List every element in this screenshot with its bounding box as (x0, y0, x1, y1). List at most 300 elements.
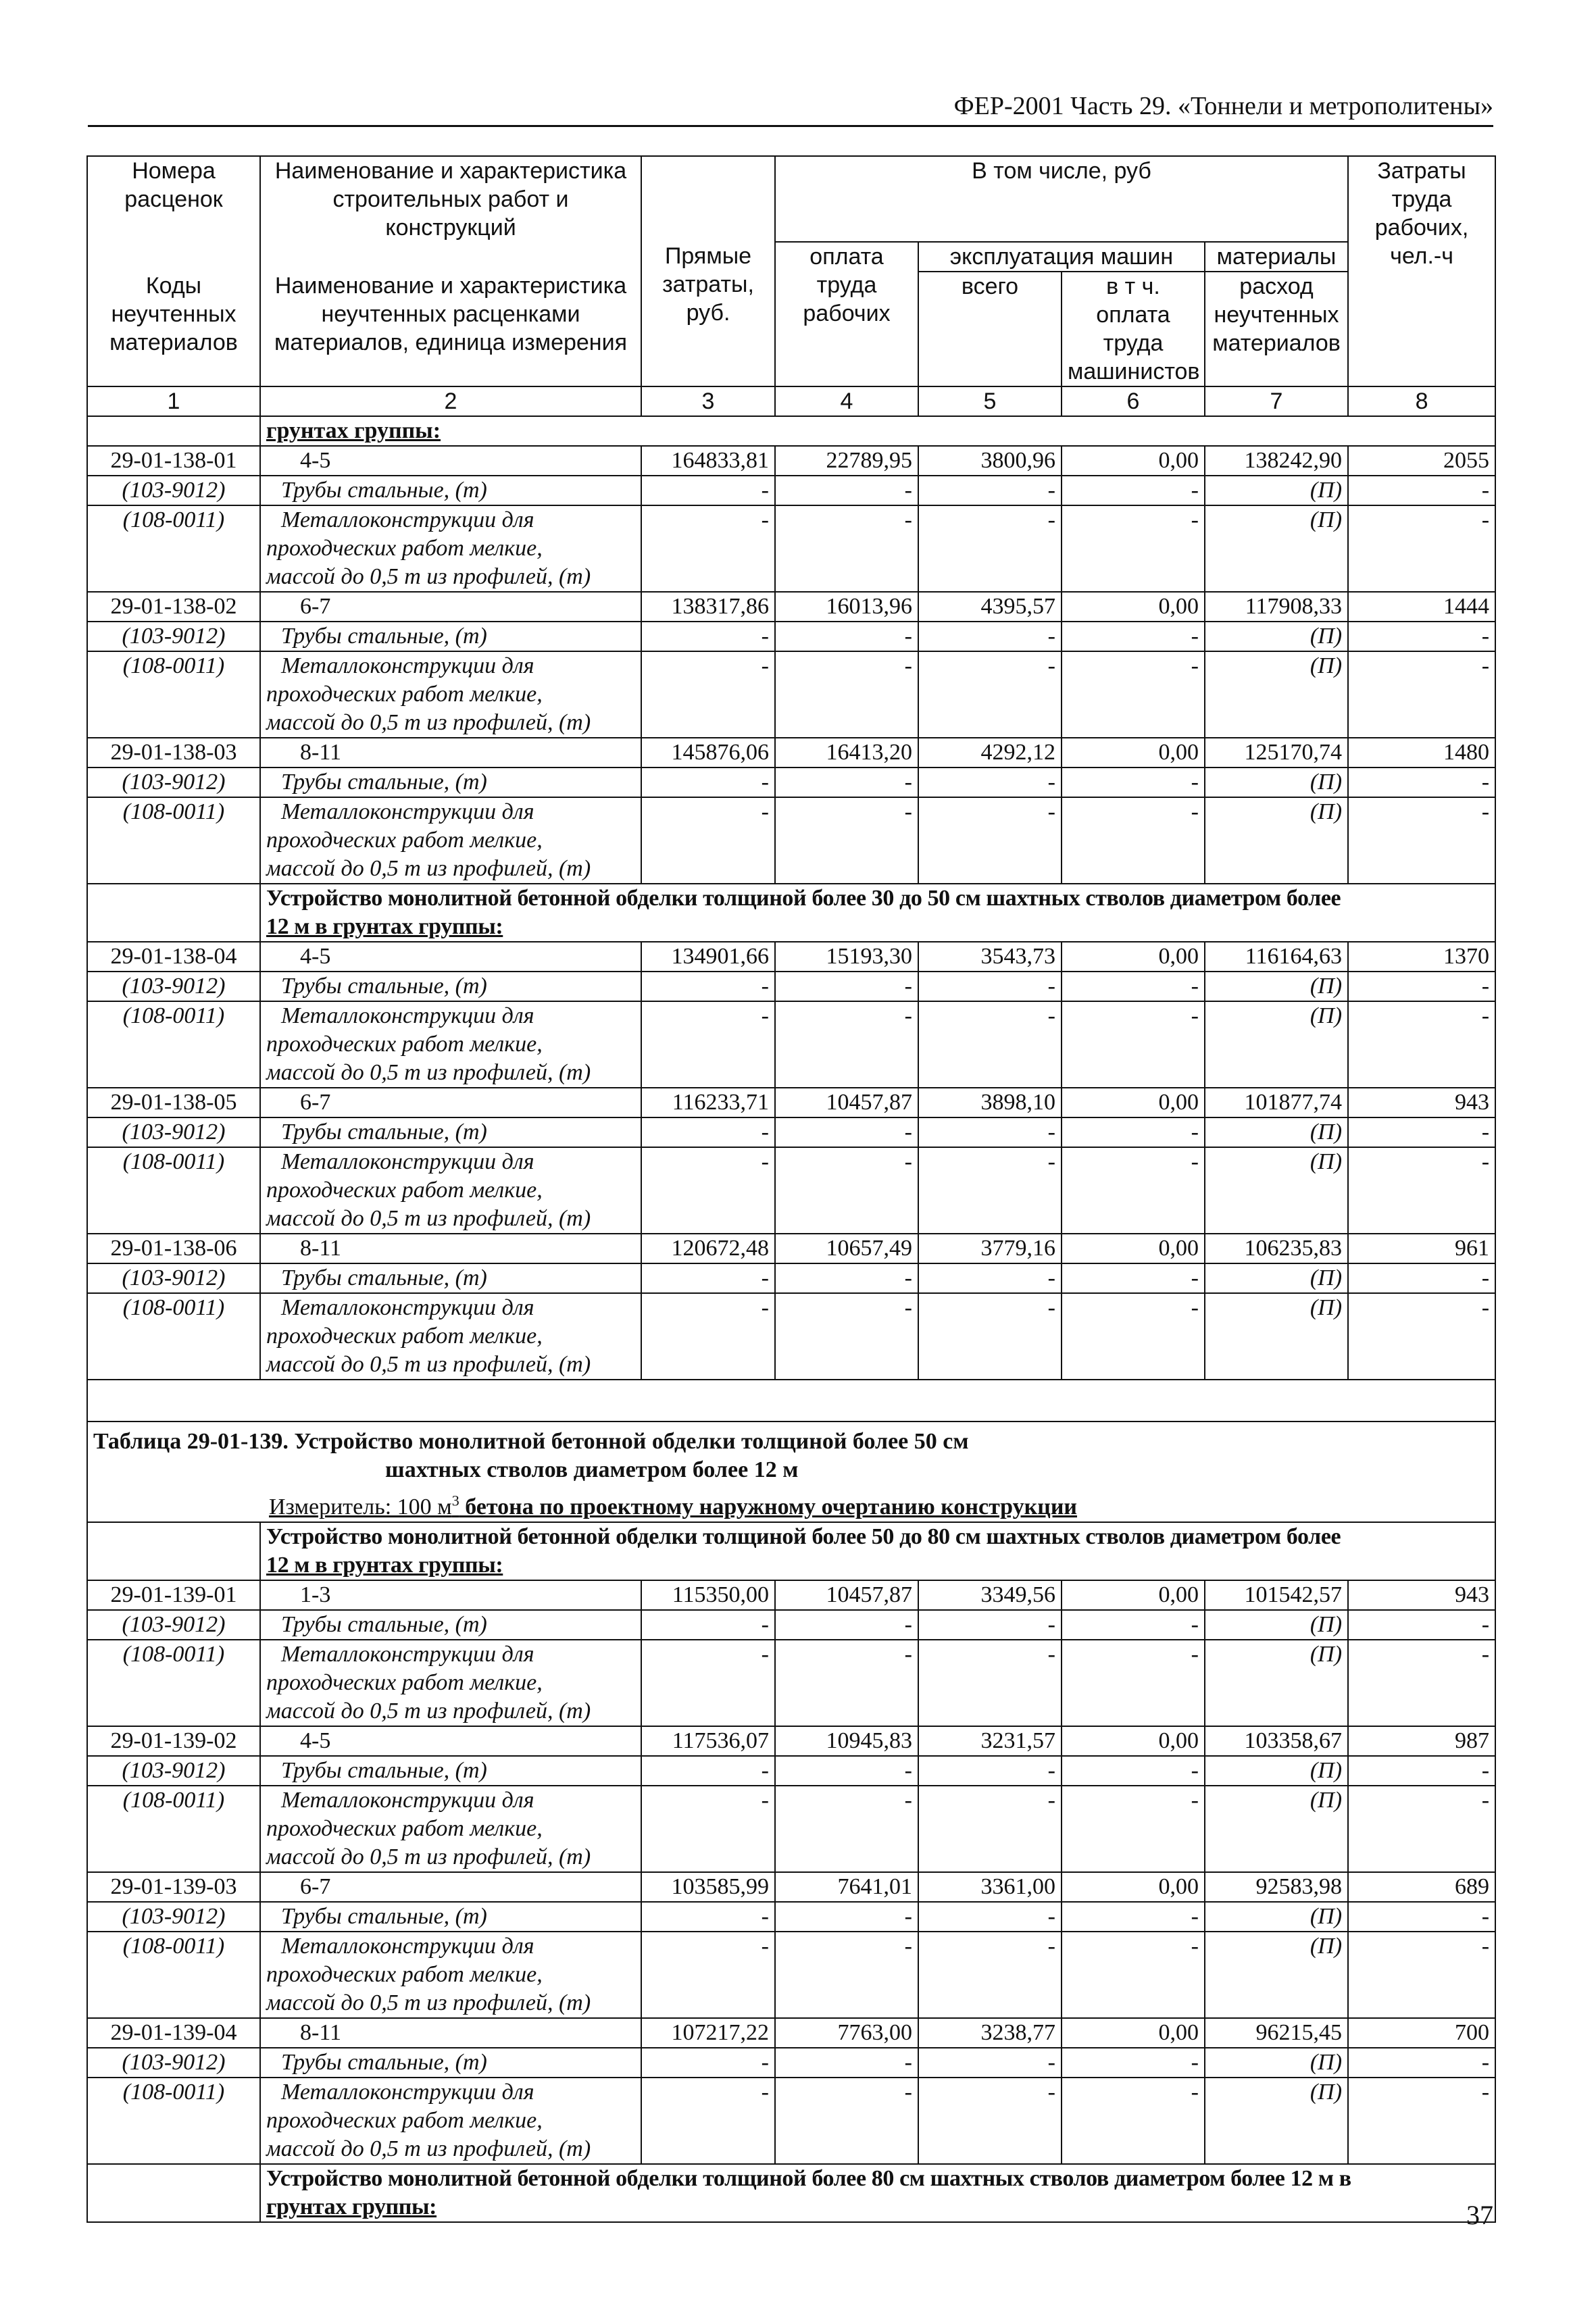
rate-code: 29-01-138-01 (87, 446, 260, 476)
material-name: Трубы стальные, (т) (260, 1902, 641, 1932)
material-name-line: массой до 0,5 т из профилей, (т) (266, 856, 591, 881)
worker-wage: 7763,00 (775, 2018, 918, 2048)
materials-cost: 116164,63 (1205, 942, 1348, 972)
direct-cost: - (641, 1263, 775, 1293)
worker-wage: - (775, 505, 918, 592)
machine-cost: - (918, 622, 1062, 651)
price-table (86, 155, 1496, 2223)
material-row (87, 622, 1495, 651)
materials-cost: (П) (1205, 768, 1348, 797)
machine-cost: 3238,77 (918, 2018, 1062, 2048)
material-code: (108-0011) (87, 651, 260, 738)
worker-wage: - (775, 1001, 918, 1088)
worker-wage: - (775, 797, 918, 884)
worker-wage: 10945,83 (775, 1726, 918, 1756)
machinist-wage: 0,00 (1062, 446, 1205, 476)
page-header: ФЕР-2001 Часть 29. «Тоннели и метрополитены» (88, 91, 1493, 127)
direct-cost: - (641, 505, 775, 592)
material-name (260, 2078, 641, 2164)
labor-cost: - (1348, 1756, 1495, 1786)
rate-row (87, 1726, 1495, 1756)
rate-row (87, 592, 1495, 622)
machinist-wage: 0,00 (1062, 1726, 1205, 1756)
material-row (87, 1117, 1495, 1147)
rate-code: 29-01-139-03 (87, 1872, 260, 1902)
labor-cost: - (1348, 2048, 1495, 2078)
labor-cost: - (1348, 651, 1495, 738)
worker-wage: - (775, 1756, 918, 1786)
material-name-line: проходческих работ мелкие, (266, 1816, 543, 1842)
rate-group: 4-5 (260, 1726, 641, 1756)
worker-wage: - (775, 476, 918, 505)
material-row (87, 2048, 1495, 2078)
labor-cost: - (1348, 768, 1495, 797)
worker-wage: - (775, 2078, 918, 2164)
materials-cost: 92583,98 (1205, 1872, 1348, 1902)
machine-cost: 3231,57 (918, 1726, 1062, 1756)
material-code: (103-9012) (87, 1756, 260, 1786)
material-name: Трубы стальные, (т) (260, 1117, 641, 1147)
hdr-group: В том числе, руб (775, 156, 1348, 242)
materials-cost: (П) (1205, 1640, 1348, 1726)
machinist-wage: 0,00 (1062, 592, 1205, 622)
material-code: (103-9012) (87, 476, 260, 505)
material-code: (108-0011) (87, 1293, 260, 1380)
col-num: 1 (87, 386, 260, 416)
material-name-line: массой до 0,5 т из профилей, (т) (266, 2136, 591, 2162)
machinist-wage: - (1062, 1932, 1205, 2018)
machinist-wage: - (1062, 1001, 1205, 1088)
direct-cost: - (641, 622, 775, 651)
materials-cost: (П) (1205, 2078, 1348, 2164)
material-name: Трубы стальные, (т) (260, 1610, 641, 1640)
labor-cost: 1444 (1348, 592, 1495, 622)
col-num: 6 (1062, 386, 1205, 416)
rate-row (87, 1872, 1495, 1902)
material-name: Трубы стальные, (т) (260, 476, 641, 505)
machine-cost: - (918, 2078, 1062, 2164)
direct-cost: 120672,48 (641, 1234, 775, 1263)
material-row (87, 972, 1495, 1001)
direct-cost: - (641, 1756, 775, 1786)
materials-cost: (П) (1205, 797, 1348, 884)
worker-wage: 16413,20 (775, 738, 918, 768)
labor-cost: 1480 (1348, 738, 1495, 768)
labor-cost: 961 (1348, 1234, 1495, 1263)
section-row (87, 1522, 1495, 1580)
labor-cost: - (1348, 1001, 1495, 1088)
measure-unit-row (87, 1487, 1495, 1522)
materials-cost: (П) (1205, 476, 1348, 505)
material-name (260, 1293, 641, 1380)
material-name: Трубы стальные, (т) (260, 1756, 641, 1786)
worker-wage: - (775, 1263, 918, 1293)
rate-group: 8-11 (260, 1234, 641, 1263)
direct-cost: 145876,06 (641, 738, 775, 768)
machine-cost: 4292,12 (918, 738, 1062, 768)
materials-cost: (П) (1205, 1902, 1348, 1932)
labor-cost: - (1348, 1263, 1495, 1293)
machine-cost: - (918, 1001, 1062, 1088)
direct-cost: - (641, 1293, 775, 1380)
section-line: Устройство монолитной бетонной обделки толщиной более 50 до 80 см шахтных стволов диаметром более (266, 1524, 1341, 1550)
machine-cost: - (918, 1117, 1062, 1147)
materials-cost: (П) (1205, 622, 1348, 651)
materials-cost: (П) (1205, 1001, 1348, 1088)
material-name-line: массой до 0,5 т из профилей, (т) (266, 710, 591, 735)
spacer-cell (87, 1380, 1495, 1422)
rate-code: 29-01-139-01 (87, 1580, 260, 1610)
direct-cost: 107217,22 (641, 2018, 775, 2048)
measure-unit-sup: 3 (451, 1492, 459, 1509)
machinist-wage: - (1062, 1117, 1205, 1147)
material-code: (103-9012) (87, 1117, 260, 1147)
direct-cost: - (641, 972, 775, 1001)
hdr-col1-top: Номера расценок (87, 156, 260, 242)
worker-wage: - (775, 1147, 918, 1234)
hdr-col1-bottom: Коды неучтенных материалов (87, 272, 260, 386)
material-name-line: Металлоконструкции для (281, 1788, 534, 1813)
table-title (87, 1422, 1495, 1487)
direct-cost: - (641, 476, 775, 505)
machinist-wage: - (1062, 797, 1205, 884)
machine-cost: 3898,10 (918, 1088, 1062, 1117)
spacer-row (87, 1380, 1495, 1422)
material-name (260, 1147, 641, 1234)
direct-cost: - (641, 1117, 775, 1147)
rate-group: 4-5 (260, 446, 641, 476)
machinist-wage: - (1062, 622, 1205, 651)
material-row (87, 1147, 1495, 1234)
measure-unit-suffix: бетона по проектному наружному очертанию конструкции (459, 1494, 1078, 1520)
direct-cost: - (641, 1610, 775, 1640)
rate-code: 29-01-139-04 (87, 2018, 260, 2048)
material-name-line: Металлоконструкции для (281, 1934, 534, 1959)
hdr-col1-mid (87, 242, 260, 272)
machine-cost: - (918, 797, 1062, 884)
direct-cost: - (641, 1902, 775, 1932)
labor-cost: 943 (1348, 1580, 1495, 1610)
machinist-wage: - (1062, 1147, 1205, 1234)
labor-cost: - (1348, 1640, 1495, 1726)
material-name: Трубы стальные, (т) (260, 622, 641, 651)
machine-cost: 3361,00 (918, 1872, 1062, 1902)
rate-row (87, 942, 1495, 972)
material-code: (108-0011) (87, 1932, 260, 2018)
worker-wage: - (775, 651, 918, 738)
section-blank (87, 416, 260, 446)
materials-cost: 106235,83 (1205, 1234, 1348, 1263)
materials-cost: (П) (1205, 1147, 1348, 1234)
rate-code: 29-01-138-05 (87, 1088, 260, 1117)
material-name-line: Металлоконструкции для (281, 2080, 534, 2105)
material-name-line: Металлоконструкции для (281, 653, 534, 678)
machine-cost: - (918, 1756, 1062, 1786)
rate-group: 1-3 (260, 1580, 641, 1610)
material-name (260, 505, 641, 592)
section-line: грунтах группы: (266, 2194, 437, 2220)
machinist-wage: - (1062, 1610, 1205, 1640)
material-name: Трубы стальные, (т) (260, 1263, 641, 1293)
direct-cost: - (641, 1932, 775, 2018)
labor-cost: - (1348, 1117, 1495, 1147)
machine-cost: 3349,56 (918, 1580, 1062, 1610)
hdr-col2-bottom: Наименование и характеристика неучтенных расценками материалов, единица измерения (260, 272, 641, 386)
material-row (87, 1786, 1495, 1872)
material-code: (103-9012) (87, 1902, 260, 1932)
measure-unit-prefix: Измеритель: 100 м (269, 1494, 452, 1520)
hdr-col5: всего (918, 272, 1062, 386)
material-row (87, 1932, 1495, 2018)
machine-cost: - (918, 505, 1062, 592)
section-line: Устройство монолитной бетонной обделки толщиной более 30 до 50 см шахтных стволов диаметром более (266, 886, 1341, 911)
material-row (87, 1610, 1495, 1640)
machinist-wage: - (1062, 651, 1205, 738)
worker-wage: - (775, 622, 918, 651)
worker-wage: - (775, 1610, 918, 1640)
material-code: (108-0011) (87, 1147, 260, 1234)
rate-row (87, 1088, 1495, 1117)
machinist-wage: 0,00 (1062, 738, 1205, 768)
materials-cost: (П) (1205, 1786, 1348, 1872)
material-name-line: массой до 0,5 т из профилей, (т) (266, 1206, 591, 1231)
worker-wage: - (775, 2048, 918, 2078)
material-name-line: Металлоконструкции для (281, 507, 534, 532)
materials-cost: 103358,67 (1205, 1726, 1348, 1756)
section-row (87, 884, 1495, 942)
labor-cost: - (1348, 1786, 1495, 1872)
labor-cost: - (1348, 1293, 1495, 1380)
machine-cost: - (918, 2048, 1062, 2078)
hdr-col2-top: Наименование и характеристика строительных работ и конструкций (260, 156, 641, 242)
material-row (87, 505, 1495, 592)
machine-cost: - (918, 1610, 1062, 1640)
material-code: (103-9012) (87, 972, 260, 1001)
labor-cost: 689 (1348, 1872, 1495, 1902)
worker-wage: 7641,01 (775, 1872, 918, 1902)
materials-cost: (П) (1205, 1117, 1348, 1147)
material-code: (108-0011) (87, 797, 260, 884)
material-code: (103-9012) (87, 1263, 260, 1293)
rate-code: 29-01-138-02 (87, 592, 260, 622)
material-row (87, 797, 1495, 884)
material-row (87, 768, 1495, 797)
direct-cost: - (641, 1786, 775, 1872)
machine-cost: - (918, 1786, 1062, 1872)
labor-cost: 2055 (1348, 446, 1495, 476)
direct-cost: 134901,66 (641, 942, 775, 972)
labor-cost: - (1348, 972, 1495, 1001)
materials-cost: (П) (1205, 972, 1348, 1001)
material-name-line: проходческих работ мелкие, (266, 828, 543, 853)
direct-cost: 116233,71 (641, 1088, 775, 1117)
material-code: (108-0011) (87, 2078, 260, 2164)
section-heading: грунтах группы: (260, 416, 1495, 446)
rate-row (87, 738, 1495, 768)
material-name-line: проходческих работ мелкие, (266, 1324, 543, 1349)
hdr-col7: расход неучтенных материалов (1205, 272, 1348, 386)
col-num: 5 (918, 386, 1062, 416)
table-title-line: Таблица 29-01-139. Устройство монолитной бетонной обделки толщиной более 50 см (93, 1429, 969, 1454)
labor-cost: - (1348, 1932, 1495, 2018)
measure-unit-text (269, 1494, 1077, 1519)
materials-cost: (П) (1205, 651, 1348, 738)
machinist-wage: 0,00 (1062, 1580, 1205, 1610)
material-row (87, 476, 1495, 505)
rate-group: 6-7 (260, 592, 641, 622)
machinist-wage: - (1062, 505, 1205, 592)
worker-wage: - (775, 1640, 918, 1726)
material-name-line: массой до 0,5 т из профилей, (т) (266, 1699, 591, 1724)
rate-row (87, 2018, 1495, 2048)
material-row (87, 1293, 1495, 1380)
col-num: 3 (641, 386, 775, 416)
machine-cost: - (918, 651, 1062, 738)
direct-cost: - (641, 768, 775, 797)
material-name-line: массой до 0,5 т из профилей, (т) (266, 564, 591, 589)
materials-cost: 138242,90 (1205, 446, 1348, 476)
labor-cost: - (1348, 2078, 1495, 2164)
material-name-line: массой до 0,5 т из профилей, (т) (266, 1844, 591, 1870)
material-row (87, 1756, 1495, 1786)
rate-group: 8-11 (260, 738, 641, 768)
worker-wage: 22789,95 (775, 446, 918, 476)
hdr-col2-mid (260, 242, 641, 272)
section-heading (260, 2164, 1495, 2222)
section-blank (87, 1522, 260, 1580)
worker-wage: - (775, 972, 918, 1001)
machinist-wage: - (1062, 2048, 1205, 2078)
material-name-line: Металлоконструкции для (281, 799, 534, 824)
measure-unit (87, 1487, 1495, 1522)
hdr-col4: оплата труда рабочих (775, 242, 918, 386)
rate-group: 6-7 (260, 1088, 641, 1117)
material-row (87, 1902, 1495, 1932)
material-name-line: проходческих работ мелкие, (266, 682, 543, 707)
table-title-line-wrap (93, 1456, 1489, 1484)
table-title-line: шахтных стволов диаметром более 12 м (385, 1457, 799, 1482)
material-row (87, 1001, 1495, 1088)
worker-wage: 10657,49 (775, 1234, 918, 1263)
material-name-line: проходческих работ мелкие, (266, 1670, 543, 1696)
material-name-line: Металлоконструкции для (281, 1642, 534, 1667)
material-name (260, 1932, 641, 2018)
worker-wage: 15193,30 (775, 942, 918, 972)
header-row-2 (87, 242, 1495, 272)
materials-cost: 96215,45 (1205, 2018, 1348, 2048)
material-name-line: массой до 0,5 т из профилей, (т) (266, 1060, 591, 1085)
material-code: (108-0011) (87, 505, 260, 592)
section-row (87, 416, 1495, 446)
machinist-wage: 0,00 (1062, 1872, 1205, 1902)
material-code: (108-0011) (87, 1001, 260, 1088)
direct-cost: - (641, 651, 775, 738)
material-name-line: проходческих работ мелкие, (266, 1032, 543, 1057)
section-heading (260, 1522, 1495, 1580)
material-code: (108-0011) (87, 1786, 260, 1872)
materials-cost: 101542,57 (1205, 1580, 1348, 1610)
material-name-line: Металлоконструкции для (281, 1003, 534, 1028)
materials-cost: 101877,74 (1205, 1088, 1348, 1117)
section-heading (260, 884, 1495, 942)
direct-cost: 164833,81 (641, 446, 775, 476)
direct-cost: - (641, 1147, 775, 1234)
direct-cost: - (641, 2048, 775, 2078)
machinist-wage: - (1062, 2078, 1205, 2164)
labor-cost: - (1348, 1147, 1495, 1234)
material-name-line: проходческих работ мелкие, (266, 1962, 543, 1988)
machinist-wage: - (1062, 476, 1205, 505)
machinist-wage: 0,00 (1062, 1234, 1205, 1263)
labor-cost: 987 (1348, 1726, 1495, 1756)
material-name: Трубы стальные, (т) (260, 768, 641, 797)
machine-cost: - (918, 1147, 1062, 1234)
machinist-wage: - (1062, 768, 1205, 797)
section-row (87, 2164, 1495, 2222)
direct-cost: - (641, 797, 775, 884)
rate-group: 6-7 (260, 1872, 641, 1902)
machine-cost: - (918, 1293, 1062, 1380)
machine-cost: 3543,73 (918, 942, 1062, 972)
machine-cost: - (918, 1640, 1062, 1726)
material-name: Трубы стальные, (т) (260, 972, 641, 1001)
machine-cost: - (918, 476, 1062, 505)
material-name-line: массой до 0,5 т из профилей, (т) (266, 1990, 591, 2016)
materials-cost: 117908,33 (1205, 592, 1348, 622)
material-row (87, 1640, 1495, 1726)
hdr-materials: материалы (1205, 242, 1348, 272)
direct-cost: 103585,99 (641, 1872, 775, 1902)
material-name-line: Металлоконструкции для (281, 1149, 534, 1174)
hdr-col3-spacer (641, 156, 775, 242)
worker-wage: - (775, 1902, 918, 1932)
worker-wage: - (775, 1117, 918, 1147)
col-num: 8 (1348, 386, 1495, 416)
rate-code: 29-01-138-03 (87, 738, 260, 768)
rate-code: 29-01-138-06 (87, 1234, 260, 1263)
worker-wage: - (775, 768, 918, 797)
direct-cost: - (641, 2078, 775, 2164)
material-name-line: проходческих работ мелкие, (266, 2108, 543, 2134)
material-name (260, 1640, 641, 1726)
machine-cost: - (918, 1902, 1062, 1932)
labor-cost: 700 (1348, 2018, 1495, 2048)
section-line: 12 м в грунтах группы: (266, 1553, 503, 1578)
labor-cost: 943 (1348, 1088, 1495, 1117)
rate-group: 4-5 (260, 942, 641, 972)
hdr-col6: в т ч. оплата труда машинистов (1062, 272, 1205, 386)
hdr-machines: эксплуатация машин (918, 242, 1205, 272)
section-line: Устройство монолитной бетонной обделки толщиной более 80 см шахтных стволов диаметром более 12 м в (266, 2166, 1351, 2192)
worker-wage: - (775, 1786, 918, 1872)
machine-cost: 3800,96 (918, 446, 1062, 476)
direct-cost: 117536,07 (641, 1726, 775, 1756)
materials-cost: (П) (1205, 505, 1348, 592)
direct-cost: 138317,86 (641, 592, 775, 622)
material-code: (103-9012) (87, 768, 260, 797)
machinist-wage: - (1062, 1640, 1205, 1726)
material-row (87, 1263, 1495, 1293)
machinist-wage: - (1062, 1786, 1205, 1872)
material-code: (103-9012) (87, 622, 260, 651)
header-row-1 (87, 156, 1495, 242)
material-name-line: Металлоконструкции для (281, 1295, 534, 1320)
worker-wage: - (775, 1293, 918, 1380)
rate-row (87, 1234, 1495, 1263)
hdr-col3: Прямые затраты, руб. (641, 242, 775, 386)
column-numbers-row (87, 386, 1495, 416)
materials-cost: (П) (1205, 1263, 1348, 1293)
